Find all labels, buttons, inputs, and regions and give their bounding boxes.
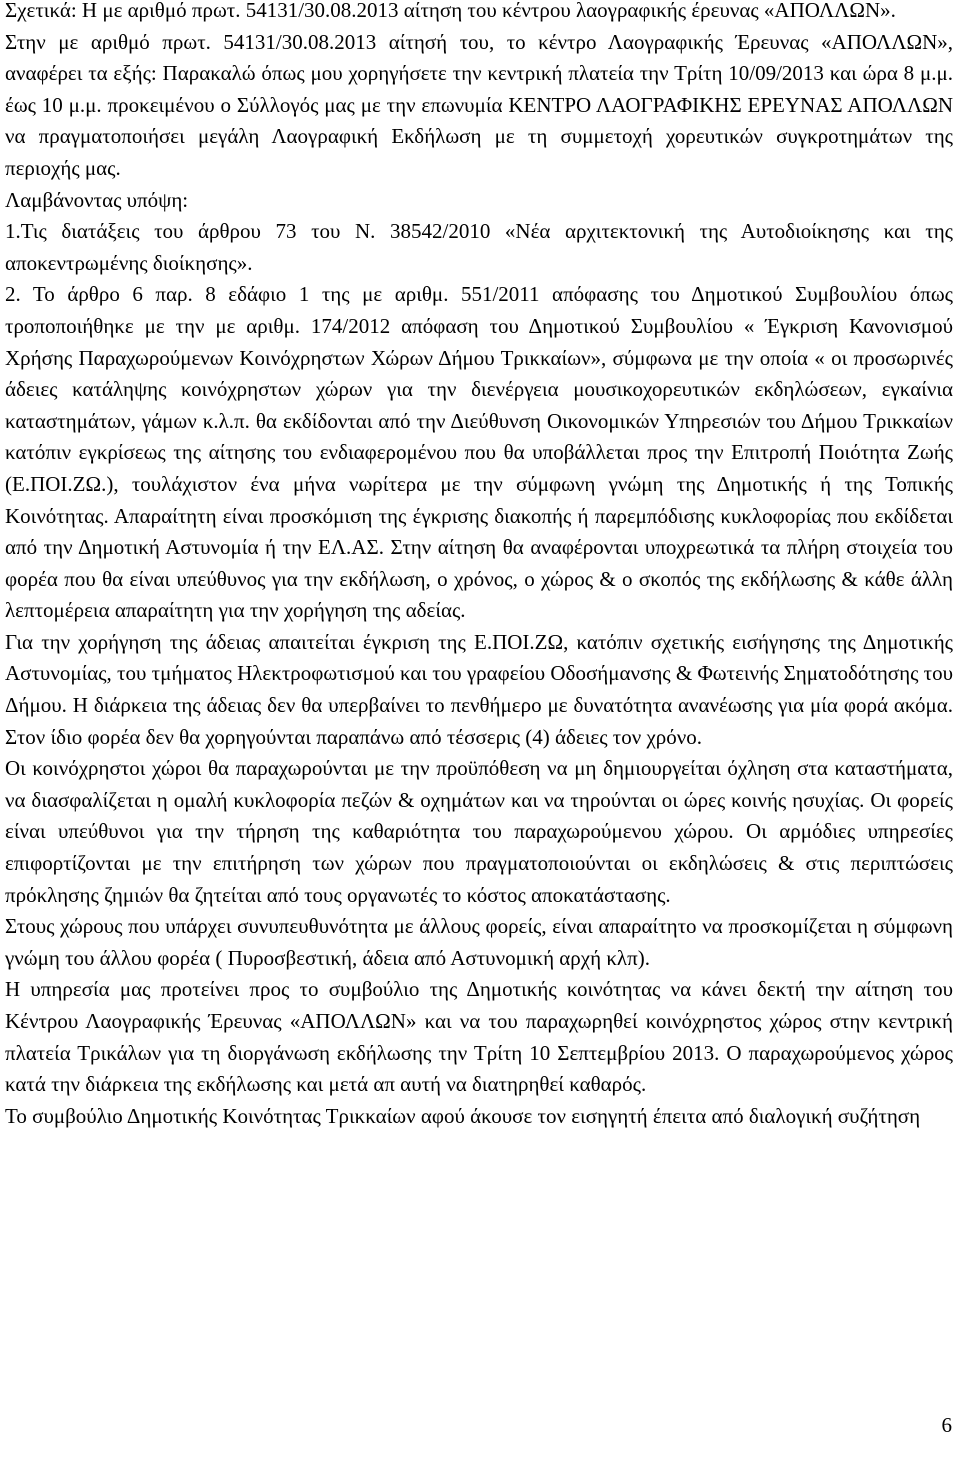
- consideration-item-2: 2. Το άρθρο 6 παρ. 8 εδάφιο 1 της με αριθμ. 551/2011 απόφασης του Δημοτικού Συμβουλίου όπως τροποποιήθηκε με την με αριθμ. 174/2012 απόφαση του Δημοτικού Συμβουλίου « Έγκριση Κανονισμού Χρήσης Παραχωρούμενων Κοινόχρηστων Χώρων Δήμου Τρικκαίων», σύμφωνα με την οποία « οι προσωρινές άδειες κατάληψης κοινόχρηστων χώρων για την διενέργεια μουσικοχορευτικών εκδηλώσεων, εγκαίνια καταστημάτων, γάμων κ.λ.π. θα εκδίδονται από την Διεύθυνση Οικονομικών Υπηρεσιών του Δήμου Τρικκαίων κατόπιν εγκρίσεως της αίτησης του ενδιαφερομένου που θα υποβάλλεται προς την Επιτροπή Ποιότητα Ζωής (Ε.ΠΟΙ.ΖΩ.), τουλάχιστον ένα μήνα νωρίτερα με την σύμφωνη γνώμη της Δημοτικής ή της Τοπικής Κοινότητας. Απαραίτητη είναι προσκόμιση της έγκρισης διακοπής ή παρεμπόδισης κυκλοφορίας που εκδίδεται από την Δημοτική Αστυνομία ή την ΕΛ.ΑΣ. Στην αίτηση θα αναφέρονται υποχρεωτικά τα πλήρη στοιχεία του φορέα που θα είναι υπεύθυνος για την εκδήλωση, ο χρόνος, ο χώρος & ο σκοπός της εκδήλωσης & κάθε άλλη λεπτομέρεια απαραίτητη για την χορήγηση της αδείας.: [5, 282, 953, 623]
- consideration-item-1: 1.Τις διατάξεις του άρθρου 73 του Ν. 38542/2010 «Νέα αρχιτεκτονική της Αυτοδιοίκησης και της αποκεντρωμένης διοίκησης».: [5, 219, 953, 275]
- request-paragraph: Στην με αριθμό πρωτ. 54131/30.08.2013 αίτησή του, το κέντρο Λαογραφικής Έρευνας «ΑΠΟΛΛΩΝ», αναφέρει τα εξής: Παρακαλώ όπως μου χορηγήσετε την κεντρική πλατεία την Τρίτη 10/09/2013 και ώρα 8 μ.μ. έως 10 μ.μ. προκειμένου ο Σύλλογός μας με την επωνυμία ΚΕΝΤΡΟ ΛΑΟΓΡΑΦΙΚΗΣ ΕΡΕΥΝΑΣ ΑΠΟΛΛΩΝ να πραγματοποιήσει μεγάλη Λαογραφική Εκδήλωση με τη συμμετοχή χορευτικών συγκροτημάτων της περιοχής μας.: [5, 29, 953, 180]
- considering-heading: Λαμβάνοντας υπόψη:: [5, 187, 189, 212]
- joint-responsibility-paragraph: Στους χώρους που υπάρχει συνυπευθυνότητα με άλλους φορείς, είναι απαραίτητο να προσκομίζεται η σύμφωνη γνώμη του άλλου φορέα ( Πυροσβεστική, άδεια από Αστυνομική αρχή κλπ).: [5, 914, 953, 970]
- permit-approval-paragraph: Για την χορήγηση της άδειας απαιτείται έγκριση της Ε.ΠΟΙ.ΖΩ, κατόπιν σχετικής εισήγησης της Δημοτικής Αστυνομίας, του τμήματος Ηλεκτροφωτισμού και του γραφείου Οδοσήμανσης & Φωτεινής Σηματοδότησης του Δήμου. Η διάρκεια της άδειας δεν θα υπερβαίνει το πενθήμερο με δυνατότητα ανανέωσης για μία φορά ακόμα. Στον ίδιο φορέα δεν θα χορηγούνται παραπάνω από τέσσερις (4) άδειες τον χρόνο.: [5, 629, 954, 749]
- page-number: 6: [941, 1413, 952, 1437]
- council-decision-paragraph: Το συμβούλιο Δημοτικής Κοινότητας Τρικκαίων αφού άκουσε τον εισηγητή έπειτα από διαλογική συζήτηση: [5, 1103, 921, 1128]
- public-space-conditions-paragraph: Οι κοινόχρηστοι χώροι θα παραχωρούνται με την προϋπόθεση να μη δημιουργείται όχληση στα καταστήματα, να διασφαλίζεται η ομαλή κυκλοφορία πεζών & οχημάτων και να τηρούνται οι ώρες κοινής ησυχίας. Οι φορείς είναι υπεύθυνοι για την τήρηση της καθαριότητα του παραχωρούμενου χώρου. Οι αρμόδιες υπηρεσίες επιφορτίζονται με την επιτήρηση των χώρων που πραγματοποιούνται οι εκδηλώσεις & στις περιπτώσεις πρόκλησης ζημιών θα ζητείται από τους οργανωτές το κόστος αποκατάστασης.: [5, 756, 953, 907]
- subject-line: Σχετικά: Η με αριθμό πρωτ. 54131/30.08.2013 αίτηση του κέντρου λαογραφικής έρευνας «ΑΠΟΛΛΩΝ».: [5, 0, 896, 22]
- document-page: [5, 0, 953, 1132]
- service-proposal-paragraph: Η υπηρεσία μας προτείνει προς το συμβούλιο της Δημοτικής κοινότητας να κάνει δεκτή την αίτηση του Κέντρου Λαογραφικής Έρευνας «ΑΠΟΛΛΩΝ» και να του παραχωρηθεί κοινόχρηστος χώρος στην κεντρική πλατεία Τρικάλων για τη διοργάνωση εκδήλωσης την Τρίτη 10 Σεπτεμβρίου 2013. Ο παραχωρούμενος χώρος κατά την διάρκεια της εκδήλωσης και μετά απ αυτή να διατηρηθεί καθαρός.: [5, 977, 953, 1097]
